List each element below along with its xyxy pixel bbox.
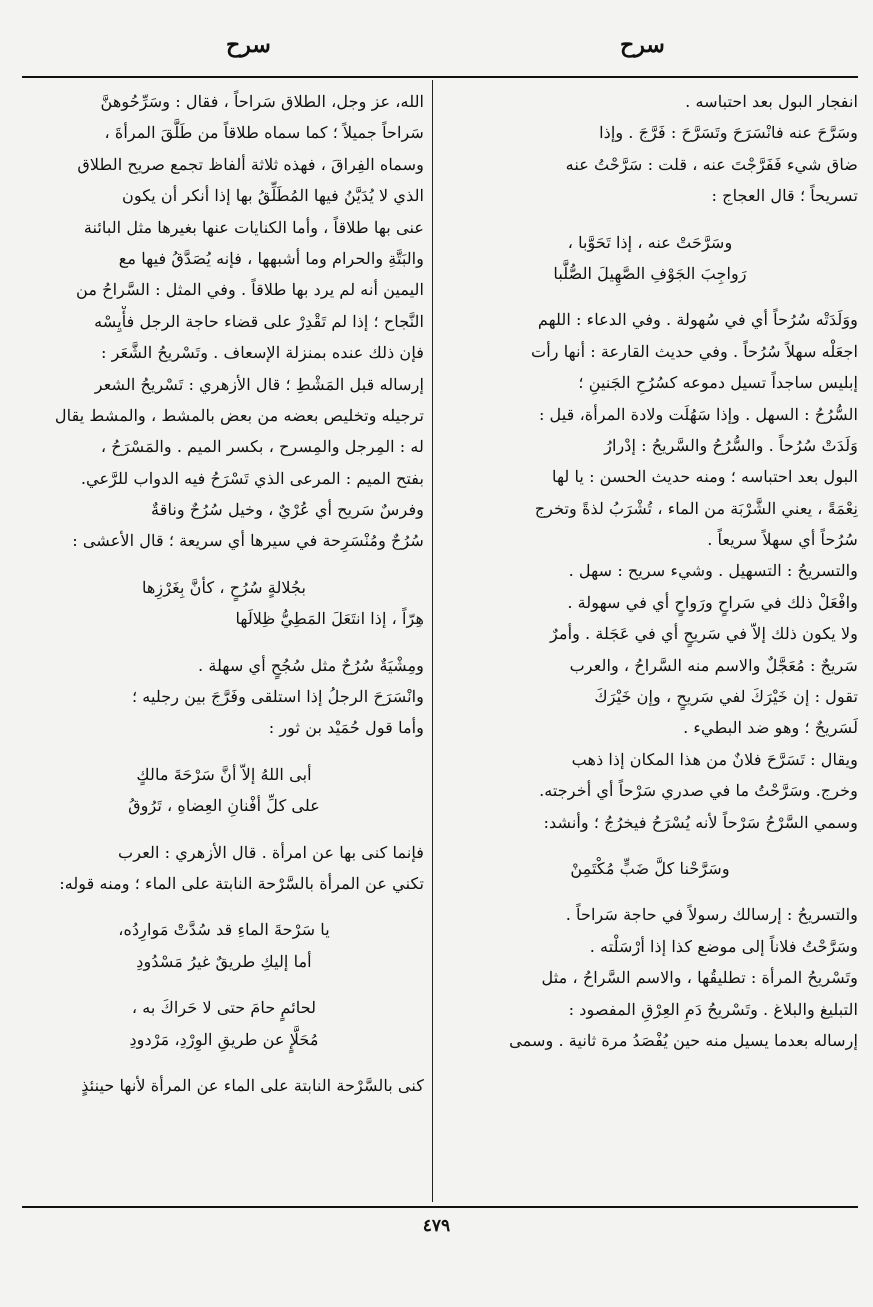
running-head-left: سرح: [226, 32, 271, 58]
text-line: وأما قول حُمَيْد بن ثور :: [268, 718, 424, 738]
text-line: تسريحاً ؛ قال العجاج :: [711, 186, 858, 206]
text-line: ومِشْيَةٌ سُرُحٌ مثل سُجُحٍ أي سهلة .: [198, 655, 424, 675]
text-line: وسَرَّحْنا كلَّ ضَبٍّ مُكْتَمِنْ: [570, 858, 730, 878]
text-line: [442, 884, 858, 899]
text-line: أبى اللهُ إلاّ أنَّ سَرْحَةَ مالكٍ: [136, 764, 312, 784]
text-line: [442, 838, 858, 853]
text-line: يا سَرْحةَ الماءِ قد سُدَّتْ مَوارِدُه،: [118, 920, 330, 940]
text-line: عنى بها طلاقاً ، وأما الكنايات عنها بغيرها مثل البائنة: [83, 217, 424, 237]
text-line: التبليغ والبلاغ . وتَسْريحُ دَمِ العِرْقِ المفصود :: [568, 999, 858, 1019]
text-line: الله، عز وجل، الطلاق سَراحاً ، فقال : وسَرِّحُوهنَّ: [100, 92, 424, 111]
text-line: [24, 822, 424, 837]
text-line: تقول : إن خَيْرَكَ لفي سَريحٍ ، وإن خَيْرَكَ: [594, 687, 858, 707]
text-line: وخرج. وسَرَّحْتُ ما في صدري سَرْحاً أي أخرجته.: [539, 781, 858, 801]
text-line: [442, 212, 858, 227]
right-column: [442, 86, 858, 1056]
text-line: وافْعَلْ ذلك في سَراحٍ ورَواحٍ أي في سهولة .: [567, 592, 858, 612]
text-line: مُحَلَّإٍ عن طريقِ الوِرْدِ، مَرْدودِ: [129, 1029, 319, 1049]
text-line: نِعْمَةً ، يعني الشَّرْبَة من الماء ، تُشْرَبُ لذةً وتخرج: [534, 498, 858, 518]
text-line: إرساله بعدما يسيل منه حين يُفْصَدُ مرة ثانية . وسمى: [509, 1030, 858, 1050]
text-line: سَريحٌ : مُعَجَّلٌ والاسم منه السَّراحُ ، والعرب: [569, 655, 858, 675]
text-line: سُرُحاً أي سهلاً سريعاً .: [707, 530, 858, 550]
text-line: ووَلَدَتْه سُرُحاً أي في سُهولة . وفي الدعاء : اللهم: [537, 310, 858, 330]
text-line: هِرّاً ، إذا انتَعَلَ المَطِيُّ ظِلالَها: [235, 609, 424, 629]
text-line: [442, 289, 858, 304]
text-line: وانْسَرَحَ الرجلُ إذا استلقى وفَرَّجَ بين رجليه ؛: [131, 687, 424, 707]
left-column: [24, 86, 424, 1101]
text-line: إرساله قبل المَشْطِ ؛ قال الأزهري : تَسْريحُ الشعر: [94, 374, 424, 394]
text-line: وسماه الفِراقَ ، فهذه ثلاثة ألفاظ تجمع صريح الطلاق: [77, 154, 424, 174]
bottom-rule: [22, 1206, 858, 1208]
text-line: وسَرَّحْتُ فلاناً إلى موضع كذا إذا أرْسَلْته .: [589, 936, 858, 956]
text-line: لحائمٍ حامَ حتى لا حَراكَ به ،: [131, 998, 317, 1018]
text-line: اجعَلْه سهلاً سُرُحاً . وفي حديث القارعة : أنها رأت: [531, 341, 858, 361]
text-line: فإن ذلك عنده بمنزلة الإسعاف . وتَسْريحُ الشَّعَر :: [101, 343, 424, 363]
text-line: ترجيله وتخليص بعضه من بعض بالمشط ، والمشط يقال: [54, 405, 424, 425]
text-line: [24, 744, 424, 759]
text-line: وسمي السَّرْحُ سَرْحاً لأنه يُسْرَحُ فيخرُجُ ؛ وأنشد:: [543, 812, 858, 832]
text-line: السُّرُحُ : السهل . وإذا سَهُلَت ولادة المرأة، قيل :: [538, 404, 858, 424]
text-line: ولا يكون ذلك إلاّ في سَريحٍ أي في عَجَلة . وأمرٌ: [550, 624, 858, 644]
text-line: البول بعد احتباسه ؛ ومنه حديث الحسن : يا لها: [552, 467, 858, 487]
text-line: له : المِرجل والمِسرح ، بكسر الميم . والمَسْرَحُ ،: [100, 437, 424, 457]
text-line: [24, 1055, 424, 1070]
text-line: تكني عن المرأة بالسَّرْحة النابتة على الماء ؛ ومنه قوله:: [59, 873, 424, 893]
text-line: ويقال : تَسَرَّحَ فلانٌ من هذا المكان إذا ذهب: [571, 749, 858, 769]
text-line: النَّجاح ؛ إذا لم تَقْدِرْ على قضاء حاجة الرجل فأْيِسْه: [94, 311, 424, 331]
text-line: [24, 635, 424, 650]
text-line: والتسريحُ : إرسالك رسولاً في حاجة سَراحاً .: [565, 905, 858, 925]
text-line: رَواجِبَ الجَوْفِ الصَّهِيلَ الصُّلَّبا: [553, 263, 747, 283]
page-number: ٤٧٩: [422, 1216, 451, 1236]
text-line: [24, 899, 424, 914]
text-line: وسَرَّحَ عنه فانْسَرَحَ وتَسَرَّحَ : فَرَّجَ . وإذا: [599, 123, 858, 143]
text-line: اليمين أنه لم يرد بها طلاقاً . وفي المثل : السَّراحُ من: [76, 280, 424, 300]
text-line: وفرسٌ سَريح أي عُرْيٌ ، وخيل سُرُحٌ وناقةٌ: [151, 500, 424, 520]
text-line: والتسريحُ : التسهيل . وشيء سريح : سهل .: [568, 561, 858, 581]
text-line: فإنما كنى بها عن امرأة . قال الأزهري : العرب: [118, 842, 424, 862]
text-line: الذي لا يُدَيَّنُ فيها المُطَلِّقُ بها إذا أنكر أن يكون: [122, 186, 424, 206]
top-rule: [22, 76, 858, 78]
text-line: [24, 977, 424, 992]
text-line: سَراحاً جميلاً ؛ كما سماه طلاقاً من طَلَّقَ المرأةَ ،: [104, 123, 424, 143]
text-line: [24, 557, 424, 572]
text-line: سُرُحٌ ومُنْسَرِحة في سيرها أي سريعة ؛ قال الأعشى :: [72, 531, 424, 551]
text-line: بجُلالةٍ سُرُحٍ ، كأنَّ بِغَرْزِها: [141, 577, 307, 597]
text-line: أما إليكِ طريقٌ غيرُ مَسْدُودِ: [136, 951, 312, 971]
text-line: ضاق شيء فَفَرَّجْتَ عنه ، قلت : سَرَّحْتُ عنه: [565, 154, 858, 174]
text-line: إبليس ساجداً تسيل دموعه كسُرُحِ الجَنينِ ؛: [578, 373, 858, 393]
text-line: والبَتَّةِ والحرام وما أشبهها ، فإنه يُصَدَّقُ فيها مع: [118, 248, 424, 268]
text-line: وسَرَّحَتْ عنه ، إذا تَحَوَّبا ،: [567, 232, 733, 252]
text-line: على كلِّ أفْنانِ العِضاهِ ، تَرُوقُ: [128, 796, 320, 816]
text-line: كنى بالسَّرْحة النابتة على الماء عن المرأة لأنها حينئذٍ: [81, 1075, 424, 1095]
text-line: وتَسْريحُ المرأة : تطليقُها ، والاسم السَّراحُ ، مثل: [541, 968, 858, 988]
column-divider: [432, 80, 433, 1202]
text-line: بفتح الميم : المرعى الذي تَسْرَحُ فيه الدواب للرَّعي.: [80, 468, 424, 488]
text-line: لَسَريحٌ ؛ وهو ضد البطيء .: [683, 718, 858, 738]
text-line: انفجار البول بعد احتباسه .: [685, 92, 858, 111]
text-line: وَلَدَتْ سُرُحاً . والسُّرُحُ والسَّريحُ : إدْرارُ: [604, 435, 858, 455]
running-head-right: سرح: [620, 32, 665, 58]
